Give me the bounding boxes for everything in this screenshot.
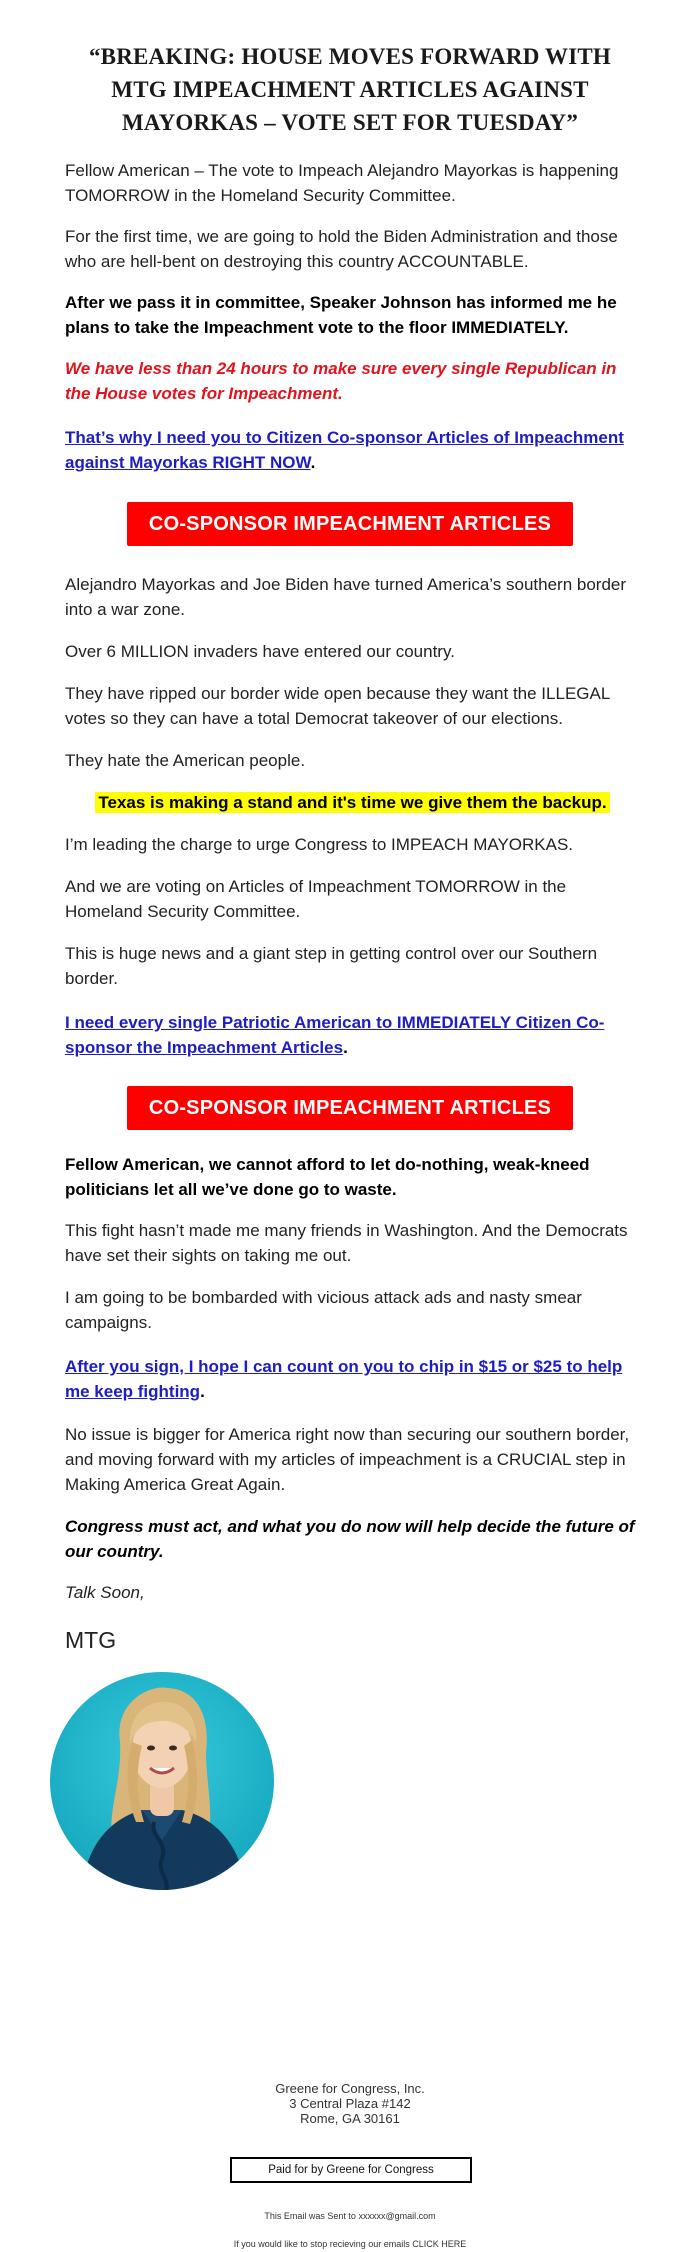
footer-street: 3 Central Plaza #142	[289, 2096, 411, 2111]
highlight-row	[65, 790, 640, 815]
paragraph-leading-charge: I’m leading the charge to urge Congress to IMPEACH MAYORKAS.	[65, 835, 574, 854]
paragraph-hate: They hate the American people.	[65, 751, 306, 770]
paragraph-vote-tomorrow: Fellow American – The vote to Impeach Alejandro Mayorkas is happening TOMORROW in the Homeland Security Committee.	[65, 161, 619, 205]
paragraph-fight: This fight hasn’t made me many friends in Washington. And the Democrats have set their sights on taking me out.	[65, 1221, 628, 1265]
portrait-photo	[50, 1672, 274, 1890]
paragraph-no-issue-bigger: No issue is bigger for America right now than securing our southern border, and moving forward with my articles of impeachment is a CRUCIAL step in Making America Great Again.	[65, 1425, 630, 1494]
paragraph-border-open: They have ripped our border wide open because they want the ILLEGAL votes so they can have a total Democrat takeover of our elections.	[65, 684, 610, 728]
footer-org: Greene for Congress, Inc.	[275, 2081, 425, 2096]
signature: MTG	[65, 1627, 117, 1653]
highlighted-text: Texas is making a stand and it's time we give them the backup.	[95, 792, 609, 813]
cosponsor-button-second[interactable]: CO-SPONSOR IMPEACHMENT ARTICLES	[127, 1086, 573, 1130]
cosponsor-button[interactable]: CO-SPONSOR IMPEACHMENT ARTICLES	[127, 502, 573, 546]
period: .	[200, 1382, 205, 1401]
headline: “BREAKING: HOUSE MOVES FORWARD WITH MTG IMPEACHMENT ARTICLES AGAINST MAYORKAS – VOTE SET FOR TUESDAY”	[88, 44, 612, 135]
paragraph-voting-tomorrow: And we are voting on Articles of Impeachment TOMORROW in the Homeland Security Committee.	[65, 877, 567, 921]
patriotic-cosponsor-link[interactable]: I need every single Patriotic American to IMMEDIATELY Citizen Co-sponsor the Impeachment Articles	[65, 1013, 605, 1057]
paragraph-invaders: Over 6 MILLION invaders have entered our country.	[65, 642, 455, 661]
donate-link[interactable]: After you sign, I hope I can count on you to chip in $15 or $25 to help me keep fighting	[65, 1357, 623, 1401]
paragraph-accountable: For the first time, we are going to hold the Biden Administration and those who are hell-bent on destroying this country ACCOUNTABLE.	[65, 227, 618, 271]
paid-for-box: Paid for by Greene for Congress	[230, 2157, 472, 2183]
paragraph-cannot-afford: Fellow American, we cannot afford to let do-nothing, weak-kneed politicians let all we’ve done go to waste.	[65, 1155, 590, 1199]
sent-to-notice: This Email was Sent to xxxxxx@gmail.com	[264, 2211, 436, 2221]
portrait-illustration	[50, 1672, 274, 1890]
footer-address	[0, 2081, 700, 2126]
paragraph-congress-must-act: Congress must act, and what you do now will help decide the future of our country.	[65, 1517, 635, 1561]
paragraph-huge-news: This is huge news and a giant step in getting control over our Southern border.	[65, 944, 598, 988]
closing: Talk Soon,	[65, 1583, 145, 1602]
period: .	[310, 453, 316, 472]
paragraph-cosponsor-link	[65, 425, 640, 475]
paragraph-attack-ads: I am going to be bombarded with vicious attack ads and nasty smear campaigns.	[65, 1288, 582, 1332]
unsubscribe-notice[interactable]: If you would like to stop recieving our emails CLICK HERE	[233, 2239, 467, 2249]
paragraph-chip-in	[65, 1354, 640, 1404]
cosponsor-link[interactable]: That’s why I need you to Citizen Co-sponsor Articles of Impeachment against Mayorkas RIGHT NOW	[65, 428, 624, 472]
period: .	[343, 1038, 348, 1057]
paragraph-patriotic-link	[65, 1010, 640, 1060]
paragraph-speaker-johnson: After we pass it in committee, Speaker Johnson has informed me he plans to take the Impeachment vote to the floor IMMEDIATELY.	[65, 293, 617, 337]
paragraph-war-zone: Alejandro Mayorkas and Joe Biden have turned America’s southern border into a war zone.	[65, 575, 627, 619]
paragraph-24-hours: We have less than 24 hours to make sure every single Republican in the House votes for Impeachment.	[65, 359, 617, 403]
footer-city: Rome, GA 30161	[300, 2111, 400, 2126]
